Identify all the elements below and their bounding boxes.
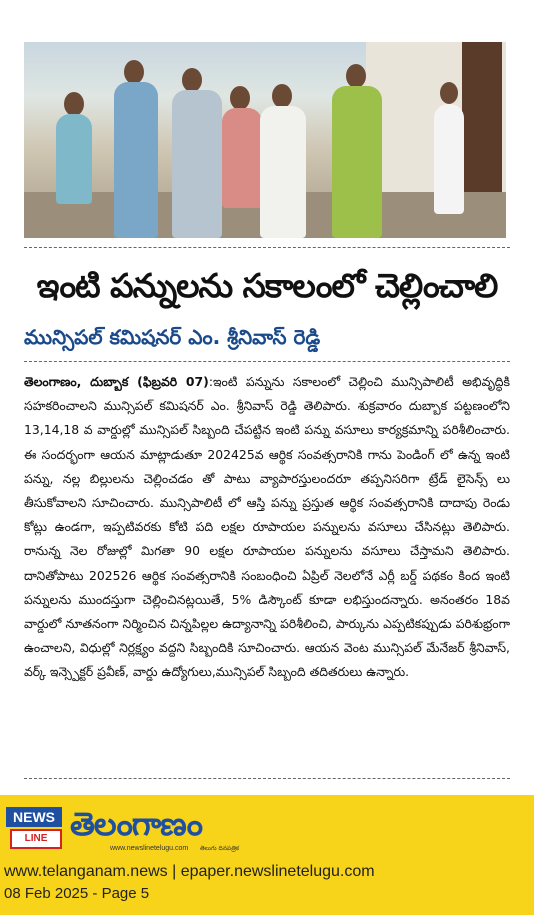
- photo-person: [260, 106, 306, 238]
- photo-person: [56, 114, 92, 204]
- photo-person: [114, 82, 158, 238]
- photo-person-head: [124, 60, 144, 84]
- photo-person-head: [230, 86, 250, 110]
- divider: [24, 247, 510, 248]
- photo-person-head: [440, 82, 458, 104]
- newsline-logo: [6, 807, 62, 847]
- footer-banner: [0, 795, 534, 915]
- photo-person: [222, 108, 262, 208]
- footer-links[interactable]: www.telanganam.news | epaper.newslinetelugu.com: [4, 863, 375, 880]
- logo-tagline: తెలుగు దినపత్రిక: [200, 845, 240, 852]
- photo-person-head: [182, 68, 202, 92]
- article-body: [24, 370, 510, 685]
- news-photo: [24, 42, 506, 238]
- photo-person-head: [64, 92, 84, 116]
- footer-date-page: 08 Feb 2025 - Page 5: [4, 885, 150, 902]
- photo-person-head: [346, 64, 366, 88]
- subheadline: మున్సిపల్ కమిషనర్ ఎం. శ్రీనివాస్ రెడ్డి: [24, 325, 321, 349]
- headline: ఇంటి పన్నులను సకాలంలో చెల్లించాలి: [36, 266, 498, 305]
- logo-url: www.newslinetelugu.com: [110, 845, 189, 852]
- logo-line-text: LINE: [10, 829, 62, 849]
- dateline: తెలంగాణం, దుబ్బాక (ఫిబ్రవరి 07): [24, 374, 209, 389]
- photo-person: [332, 86, 382, 238]
- telanganam-logo: తెలంగాణం: [70, 805, 202, 843]
- photo-person: [434, 104, 464, 214]
- divider: [24, 361, 510, 362]
- logo-news-text: NEWS: [6, 807, 62, 827]
- photo-person-head: [272, 84, 292, 108]
- divider: [24, 778, 510, 779]
- article-text: :ఇంటి పన్నును సకాలంలో చెల్లించి మున్సిపాలిటీ అభివృద్ధికి సహకరించాలని మున్సిపల్ కమిషనర్ ఎం. శ్రీనివాస్ రెడ్డి తెలిపారు. శుక్రవారం దుబ్బాక పట్టణంలోని 13,14,18 వ వార్డుల్లో మున్సిపల్ సిబ్బంది చేపట్టిన ఇంటి పన్ను వసూలు కార్యక్రమాన్ని పరిశీలించారు. ఈ సందర్భంగా ఆయన మాట్లాడుతూ 202425వ ఆర్థిక సంవత్సరానికి గాను పెండింగ్ లో ఉన్న ఇంటి పన్ను, నల్ల బిల్లులను చెల్లించడం తో పాటు వ్యాపారస్తులందరూ తప్పనిసరిగా ట్రేడ్ లైసెన్స్ లు తీసుకోవాలని సూచించారు. మున్సిపాలిటీ లో ఆస్తి పన్ను ప్రస్తుత ఆర్థిక సంవత్సరానికి దాదాపు రెండు కోట్లు ఉండగా, ఇప్పటివరకు కోటి పది లక్షల రూపాయల పన్నులను వసూలు చేసినట్లు తెలిపారు. రానున్న నెల రోజుల్లో మిగతా 90 లక్షల రూపాయల పన్నులను వసూలు చేస్తామని తెలిపారు. దానితోపాటు 202526 ఆర్థిక సంవత్సరానికి సంబంధించి ఏప్రిల్ నెలలోనే ఎర్లీ బర్డ్ పథకం కింద ఇంటి పన్నులను ముందస్తుగా చెల్లించినట్లయితే, 5% డిస్కౌంట్ కూడా లభిస్తుందన్నారు. అనంతరం 18వ వార్డులో నూతనంగా నిర్మించిన చిన్నపిల్లల ఉద్యానాన్ని పరిశీలించి, పార్కును ఎప్పటికప్పుడు పరిశుభ్రంగా ఉంచాలని, విధుల్లో నిర్లక్ష్యం వద్దని సిబ్బందికి సూచించారు. ఆయన వెంట మున్సిపల్ మేనేజర్ శ్రీనివాస్, వర్క్ ఇన్స్పెక్టర్ ప్రవీణ్, వార్డు ఉద్యోగులు,మున్సిపల్ సిబ్బంది తదితరులు ఉన్నారు.: [24, 374, 510, 680]
- photo-person: [172, 90, 222, 238]
